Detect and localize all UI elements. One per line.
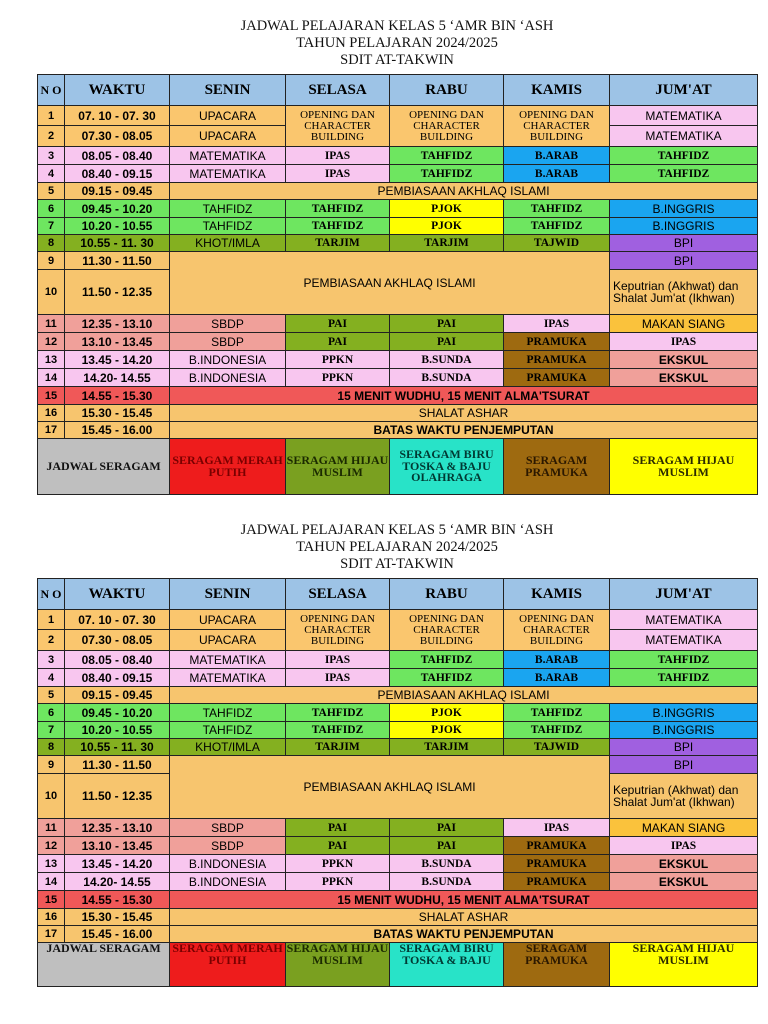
cell-rabu: PJOK xyxy=(390,704,504,722)
table-row xyxy=(38,183,758,200)
row-time: 09.15 - 09.45 xyxy=(65,183,170,200)
row-number: 2 xyxy=(38,630,65,651)
table-row xyxy=(38,704,758,722)
row-number: 6 xyxy=(38,704,65,722)
cell-kamis: OPENING DAN CHARACTER BUILDING xyxy=(504,610,610,651)
cell-senin: SBDP xyxy=(170,819,286,837)
cell-senin: UPACARA xyxy=(170,630,286,651)
cell-senin: KHOT/IMLA xyxy=(170,739,286,756)
cell-selasa: PPKN xyxy=(286,351,390,369)
cell-rabu: B.SUNDA xyxy=(390,855,504,873)
cell-senin: MATEMATIKA xyxy=(170,147,286,165)
header-row xyxy=(38,75,758,106)
schedule-table xyxy=(37,74,758,495)
table-row xyxy=(38,756,758,774)
cell-rabu: PJOK xyxy=(390,218,504,235)
cell-senin: SBDP xyxy=(170,333,286,351)
cell-span: SHALAT ASHAR xyxy=(170,909,758,926)
uniform-senin: SERAGAM MERAH PUTIH xyxy=(170,943,286,987)
cell-senin: UPACARA xyxy=(170,106,286,126)
row-number: 15 xyxy=(38,891,65,909)
row-number: 5 xyxy=(38,687,65,704)
cell-rabu: TAHFIDZ xyxy=(390,147,504,165)
row-time: 09.45 - 10.20 xyxy=(65,704,170,722)
row-time: 14.55 - 15.30 xyxy=(65,891,170,909)
cell-kamis: PRAMUKA xyxy=(504,369,610,387)
cell-jumat: BPI xyxy=(610,756,758,774)
row-number: 9 xyxy=(38,756,65,774)
row-time: 08.05 - 08.40 xyxy=(65,147,170,165)
row-time: 08.40 - 09.15 xyxy=(65,669,170,687)
cell-rabu: TARJIM xyxy=(390,235,504,252)
cell-span: 15 MENIT WUDHU, 15 MENIT ALMA'TSURAT xyxy=(170,387,758,405)
table-row xyxy=(38,387,758,405)
header-jumat: JUM'AT xyxy=(610,579,758,610)
uniform-jumat: SERAGAM HIJAU MUSLIM xyxy=(610,439,758,495)
cell-span: SHALAT ASHAR xyxy=(170,405,758,422)
row-number: 13 xyxy=(38,855,65,873)
cell-senin: KHOT/IMLA xyxy=(170,235,286,252)
table-row xyxy=(38,909,758,926)
header-waktu: WAKTU xyxy=(65,75,170,106)
cell-kamis: IPAS xyxy=(504,819,610,837)
row-number: 15 xyxy=(38,387,65,405)
header-no: N O xyxy=(38,75,65,106)
cell-selasa: IPAS xyxy=(286,165,390,183)
cell-senin: MATEMATIKA xyxy=(170,651,286,669)
table-row xyxy=(38,252,758,270)
cell-rabu: PAI xyxy=(390,819,504,837)
cell-rabu: TAHFIDZ xyxy=(390,651,504,669)
cell-kamis: PRAMUKA xyxy=(504,333,610,351)
cell-jumat: EKSKUL xyxy=(610,351,758,369)
table-row xyxy=(38,739,758,756)
cell-senin: B.INDONESIA xyxy=(170,873,286,891)
table-row xyxy=(38,405,758,422)
cell-jumat: TAHFIDZ xyxy=(610,147,758,165)
header-row xyxy=(38,579,758,610)
row-number: 2 xyxy=(38,126,65,147)
header-kamis: KAMIS xyxy=(504,579,610,610)
row-number: 12 xyxy=(38,333,65,351)
cell-jumat: IPAS xyxy=(610,333,758,351)
table-row xyxy=(38,855,758,873)
row-number: 7 xyxy=(38,218,65,235)
row-number: 4 xyxy=(38,669,65,687)
uniform-kamis: SERAGAM PRAMUKA xyxy=(504,439,610,495)
cell-jumat: TAHFIDZ xyxy=(610,165,758,183)
row-time: 11.30 - 11.50 xyxy=(65,252,170,270)
row-time: 08.05 - 08.40 xyxy=(65,651,170,669)
cell-jumat: TAHFIDZ xyxy=(610,651,758,669)
cell-rabu: OPENING DAN CHARACTER BUILDING xyxy=(390,106,504,147)
uniform-rabu: SERAGAM BIRU TOSKA & BAJU OLAHRAGA xyxy=(390,439,504,495)
row-number: 14 xyxy=(38,873,65,891)
cell-jumat: EKSKUL xyxy=(610,369,758,387)
row-time: 12.35 - 13.10 xyxy=(65,315,170,333)
row-time: 13.45 - 14.20 xyxy=(65,351,170,369)
cell-selasa: IPAS xyxy=(286,669,390,687)
cell-jumat: B.INGGRIS xyxy=(610,704,758,722)
cell-jumat: BPI xyxy=(610,235,758,252)
row-number: 10 xyxy=(38,270,65,315)
cell-span: BATAS WAKTU PENJEMPUTAN xyxy=(170,926,758,943)
row-number: 8 xyxy=(38,739,65,756)
cell-senin: SBDP xyxy=(170,837,286,855)
row-number: 12 xyxy=(38,837,65,855)
uniform-kamis: SERAGAM PRAMUKA xyxy=(504,943,610,987)
table-row xyxy=(38,819,758,837)
cell-jumat: BPI xyxy=(610,739,758,756)
row-time: 10.20 - 10.55 xyxy=(65,218,170,235)
row-time: 13.10 - 13.45 xyxy=(65,333,170,351)
row-time: 14.20- 14.55 xyxy=(65,873,170,891)
cell-selasa: IPAS xyxy=(286,147,390,165)
row-time: 07.30 - 08.05 xyxy=(65,630,170,651)
table-row xyxy=(38,891,758,909)
cell-selasa: PPKN xyxy=(286,855,390,873)
row-time: 15.30 - 15.45 xyxy=(65,909,170,926)
cell-senin: B.INDONESIA xyxy=(170,369,286,387)
cell-kamis: B.ARAB xyxy=(504,651,610,669)
cell-selasa: TARJIM xyxy=(286,235,390,252)
row-time: 13.45 - 14.20 xyxy=(65,855,170,873)
cell-senin: MATEMATIKA xyxy=(170,669,286,687)
schedule-title xyxy=(37,18,757,69)
cell-rabu: PAI xyxy=(390,837,504,855)
header-selasa: SELASA xyxy=(286,75,390,106)
cell-jumat: TAHFIDZ xyxy=(610,669,758,687)
cell-jumat: EKSKUL xyxy=(610,873,758,891)
cell-senin: TAHFIDZ xyxy=(170,218,286,235)
table-row xyxy=(38,369,758,387)
table-row xyxy=(38,837,758,855)
cell-span: 15 MENIT WUDHU, 15 MENIT ALMA'TSURAT xyxy=(170,891,758,909)
row-number: 11 xyxy=(38,819,65,837)
row-time: 13.10 - 13.45 xyxy=(65,837,170,855)
cell-rabu: B.SUNDA xyxy=(390,351,504,369)
table-row xyxy=(38,873,758,891)
cell-jumat: MATEMATIKA xyxy=(610,630,758,651)
cell-selasa: PPKN xyxy=(286,873,390,891)
row-number: 9 xyxy=(38,252,65,270)
header-selasa: SELASA xyxy=(286,579,390,610)
row-number: 10 xyxy=(38,774,65,819)
row-number: 13 xyxy=(38,351,65,369)
cell-kamis: TAHFIDZ xyxy=(504,704,610,722)
row-time: 07. 10 - 07. 30 xyxy=(65,610,170,630)
table-row xyxy=(38,333,758,351)
cell-kamis: B.ARAB xyxy=(504,165,610,183)
cell-selasa: IPAS xyxy=(286,651,390,669)
row-number: 11 xyxy=(38,315,65,333)
title-line-2: TAHUN PELAJARAN 2024/2025 xyxy=(296,539,498,555)
cell-senin: B.INDONESIA xyxy=(170,351,286,369)
cell-jumat: Keputrian (Akhwat) dan Shalat Jum'at (Ikhwan) xyxy=(610,774,758,819)
row-time: 11.30 - 11.50 xyxy=(65,756,170,774)
schedule-block-bottom xyxy=(37,522,757,987)
row-time: 09.45 - 10.20 xyxy=(65,200,170,218)
row-time: 14.20- 14.55 xyxy=(65,369,170,387)
row-number: 16 xyxy=(38,405,65,422)
table-row xyxy=(38,651,758,669)
header-rabu: RABU xyxy=(390,75,504,106)
cell-jumat: MATEMATIKA xyxy=(610,610,758,630)
row-time: 14.55 - 15.30 xyxy=(65,387,170,405)
cell-kamis: OPENING DAN CHARACTER BUILDING xyxy=(504,106,610,147)
cell-selasa: TARJIM xyxy=(286,739,390,756)
cell-selasa: PAI xyxy=(286,837,390,855)
cell-selasa: TAHFIDZ xyxy=(286,200,390,218)
title-line-2: TAHUN PELAJARAN 2024/2025 xyxy=(296,35,498,51)
uniform-selasa: SERAGAM HIJAU MUSLIM xyxy=(286,943,390,987)
table-row xyxy=(38,147,758,165)
cell-rabu: OPENING DAN CHARACTER BUILDING xyxy=(390,610,504,651)
cell-selasa: PAI xyxy=(286,315,390,333)
schedule-title xyxy=(37,522,757,573)
table-row xyxy=(38,926,758,943)
cell-jumat: IPAS xyxy=(610,837,758,855)
cell-senin: UPACARA xyxy=(170,610,286,630)
table-row xyxy=(38,687,758,704)
cell-kamis: PRAMUKA xyxy=(504,837,610,855)
cell-kamis: B.ARAB xyxy=(504,669,610,687)
cell-kamis: PRAMUKA xyxy=(504,351,610,369)
cell-senin: TAHFIDZ xyxy=(170,704,286,722)
uniform-label: JADWAL SERAGAM xyxy=(38,943,170,987)
header-senin: SENIN xyxy=(170,579,286,610)
cell-rabu: B.SUNDA xyxy=(390,369,504,387)
row-number: 6 xyxy=(38,200,65,218)
row-number: 3 xyxy=(38,147,65,165)
cell-rabu: PJOK xyxy=(390,722,504,739)
row-time: 15.45 - 16.00 xyxy=(65,422,170,439)
row-number: 3 xyxy=(38,651,65,669)
row-time: 10.55 - 11. 30 xyxy=(65,235,170,252)
row-number: 17 xyxy=(38,926,65,943)
schedule-block-top xyxy=(37,18,757,495)
cell-kamis: PRAMUKA xyxy=(504,873,610,891)
table-row xyxy=(38,315,758,333)
cell-rabu: PAI xyxy=(390,315,504,333)
cell-senin: B.INDONESIA xyxy=(170,855,286,873)
schedule-table xyxy=(37,578,758,987)
cell-rabu: PAI xyxy=(390,333,504,351)
cell-jumat: MATEMATIKA xyxy=(610,106,758,126)
row-number: 1 xyxy=(38,610,65,630)
cell-jumat: MAKAN SIANG xyxy=(610,819,758,837)
cell-rabu: B.SUNDA xyxy=(390,873,504,891)
cell-rabu: TAHFIDZ xyxy=(390,669,504,687)
uniform-row xyxy=(38,943,758,987)
cell-span: PEMBIASAAN AKHLAQ ISLAMI xyxy=(170,756,610,819)
cell-selasa: OPENING DAN CHARACTER BUILDING xyxy=(286,106,390,147)
cell-jumat: B.INGGRIS xyxy=(610,218,758,235)
cell-rabu: TAHFIDZ xyxy=(390,165,504,183)
uniform-row xyxy=(38,439,758,495)
cell-selasa: PAI xyxy=(286,333,390,351)
cell-span: PEMBIASAAN AKHLAQ ISLAMI xyxy=(170,252,610,315)
cell-rabu: TARJIM xyxy=(390,739,504,756)
row-number: 7 xyxy=(38,722,65,739)
table-row xyxy=(38,218,758,235)
cell-jumat: Keputrian (Akhwat) dan Shalat Jum'at (Ikhwan) xyxy=(610,270,758,315)
header-waktu: WAKTU xyxy=(65,579,170,610)
title-line-3: SDIT AT-TAKWIN xyxy=(340,52,454,68)
cell-selasa: OPENING DAN CHARACTER BUILDING xyxy=(286,610,390,651)
cell-kamis: TAHFIDZ xyxy=(504,722,610,739)
cell-span: PEMBIASAAN AKHLAQ ISLAMI xyxy=(170,183,758,200)
table-row xyxy=(38,610,758,630)
row-time: 08.40 - 09.15 xyxy=(65,165,170,183)
row-time: 07. 10 - 07. 30 xyxy=(65,106,170,126)
cell-kamis: TAHFIDZ xyxy=(504,200,610,218)
cell-senin: MATEMATIKA xyxy=(170,165,286,183)
row-time: 10.55 - 11. 30 xyxy=(65,739,170,756)
header-rabu: RABU xyxy=(390,579,504,610)
title-line-1: JADWAL PELAJARAN KELAS 5 ‘AMR BIN ‘ASH xyxy=(240,18,554,34)
row-time: 15.30 - 15.45 xyxy=(65,405,170,422)
header-kamis: KAMIS xyxy=(504,75,610,106)
row-time: 10.20 - 10.55 xyxy=(65,722,170,739)
row-number: 1 xyxy=(38,106,65,126)
cell-jumat: MATEMATIKA xyxy=(610,126,758,147)
cell-kamis: B.ARAB xyxy=(504,147,610,165)
cell-kamis: PRAMUKA xyxy=(504,855,610,873)
cell-kamis: TAHFIDZ xyxy=(504,218,610,235)
header-senin: SENIN xyxy=(170,75,286,106)
row-number: 8 xyxy=(38,235,65,252)
cell-kamis: IPAS xyxy=(504,315,610,333)
uniform-jumat: SERAGAM HIJAU MUSLIM xyxy=(610,943,758,987)
cell-senin: SBDP xyxy=(170,315,286,333)
cell-kamis: TAJWID xyxy=(504,739,610,756)
table-row xyxy=(38,235,758,252)
row-time: 12.35 - 13.10 xyxy=(65,819,170,837)
table-row xyxy=(38,106,758,126)
cell-senin: TAHFIDZ xyxy=(170,200,286,218)
uniform-label: JADWAL SERAGAM xyxy=(38,439,170,495)
table-row xyxy=(38,722,758,739)
row-time: 11.50 - 12.35 xyxy=(65,270,170,315)
cell-jumat: MAKAN SIANG xyxy=(610,315,758,333)
table-row xyxy=(38,200,758,218)
row-time: 11.50 - 12.35 xyxy=(65,774,170,819)
title-line-1: JADWAL PELAJARAN KELAS 5 ‘AMR BIN ‘ASH xyxy=(240,522,554,538)
cell-selasa: PPKN xyxy=(286,369,390,387)
row-number: 16 xyxy=(38,909,65,926)
uniform-senin: SERAGAM MERAH PUTIH xyxy=(170,439,286,495)
cell-senin: UPACARA xyxy=(170,126,286,147)
title-line-3: SDIT AT-TAKWIN xyxy=(340,556,454,572)
row-time: 09.15 - 09.45 xyxy=(65,687,170,704)
cell-selasa: TAHFIDZ xyxy=(286,722,390,739)
cell-jumat: B.INGGRIS xyxy=(610,200,758,218)
table-row xyxy=(38,165,758,183)
cell-jumat: BPI xyxy=(610,252,758,270)
table-row xyxy=(38,669,758,687)
cell-selasa: TAHFIDZ xyxy=(286,218,390,235)
cell-selasa: TAHFIDZ xyxy=(286,704,390,722)
cell-jumat: B.INGGRIS xyxy=(610,722,758,739)
cell-kamis: TAJWID xyxy=(504,235,610,252)
row-number: 5 xyxy=(38,183,65,200)
cell-rabu: PJOK xyxy=(390,200,504,218)
cell-span: BATAS WAKTU PENJEMPUTAN xyxy=(170,422,758,439)
cell-jumat: EKSKUL xyxy=(610,855,758,873)
row-time: 07.30 - 08.05 xyxy=(65,126,170,147)
row-number: 14 xyxy=(38,369,65,387)
cell-selasa: PAI xyxy=(286,819,390,837)
cell-span: PEMBIASAAN AKHLAQ ISLAMI xyxy=(170,687,758,704)
row-number: 4 xyxy=(38,165,65,183)
cell-senin: TAHFIDZ xyxy=(170,722,286,739)
row-time: 15.45 - 16.00 xyxy=(65,926,170,943)
uniform-selasa: SERAGAM HIJAU MUSLIM xyxy=(286,439,390,495)
row-number: 17 xyxy=(38,422,65,439)
table-row xyxy=(38,351,758,369)
header-jumat: JUM'AT xyxy=(610,75,758,106)
header-no: N O xyxy=(38,579,65,610)
uniform-rabu: SERAGAM BIRU TOSKA & BAJU xyxy=(390,943,504,987)
table-row xyxy=(38,422,758,439)
